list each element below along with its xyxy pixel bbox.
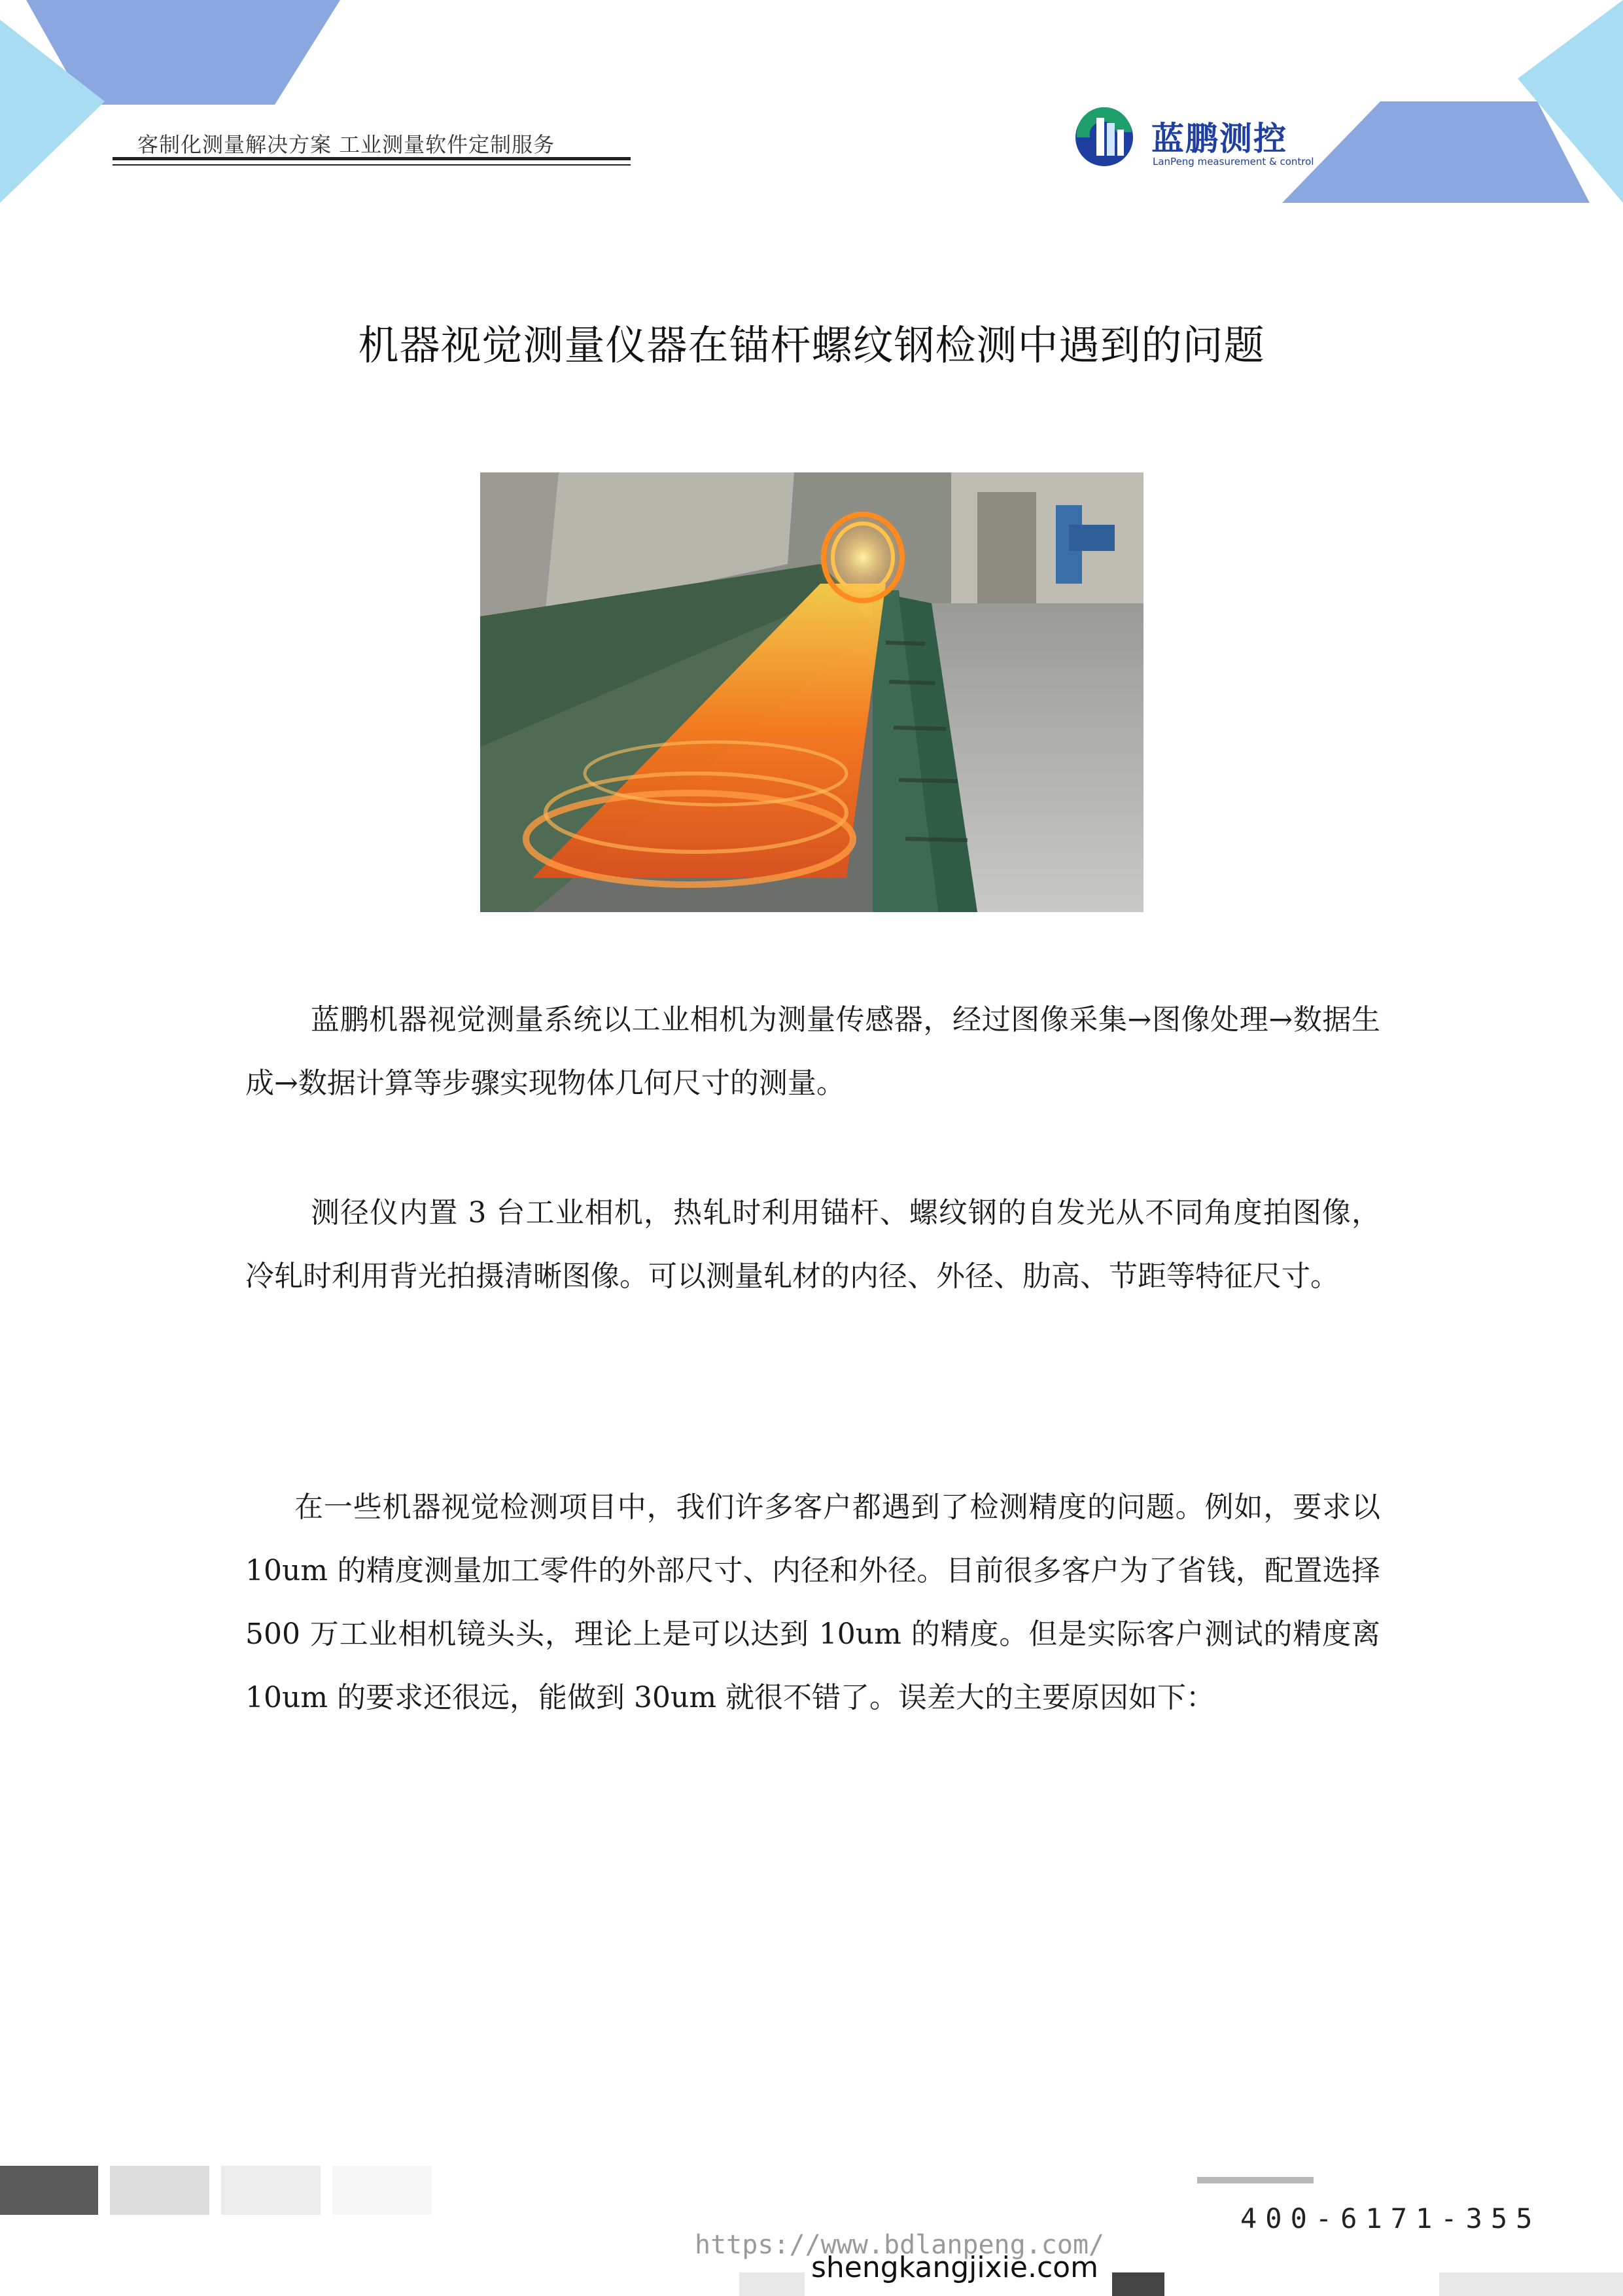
header-tagline: 客制化测量解决方案 工业测量软件定制服务 xyxy=(137,132,555,157)
header-rule-thin xyxy=(113,164,631,166)
footer-block xyxy=(0,2166,98,2215)
header-decoration-right xyxy=(1282,0,1623,209)
footer-block xyxy=(332,2166,432,2215)
footer-strip xyxy=(1439,2272,1623,2296)
header-rule xyxy=(113,157,631,160)
footer-site-watermark: shengkangjixie.com xyxy=(811,2251,1098,2284)
company-logo xyxy=(1070,103,1319,171)
logo-emblem-icon xyxy=(1070,103,1141,169)
footer-block xyxy=(110,2166,209,2215)
footer-strip xyxy=(1112,2272,1164,2296)
logo-name: 蓝鹏测控 xyxy=(1151,120,1287,158)
header-decoration-left xyxy=(0,0,366,209)
paragraph-2: 测径仪内置 3 台工业相机，热轧时利用锚杆、螺纹钢的自发光从不同角度拍图像，冷轧时利用背光拍摄清晰图像。可以测量轧材的内径、外径、肋高、节距等特征尺寸。 xyxy=(245,1196,1380,1293)
footer-strip xyxy=(739,2272,805,2296)
steel-coil-photo xyxy=(480,472,1143,912)
footer-url-link[interactable]: https://www.bdlanpeng.com/ xyxy=(695,2230,1105,2260)
logo-subtitle: LanPeng measurement & control xyxy=(1153,156,1314,168)
paragraph-3: 在一些机器视觉检测项目中，我们许多客户都遇到了检测精度的问题。例如，要求以 10um 的精度测量加工零件的外部尺寸、内径和外径。目前很多客户为了省钱，配置选择 500 万工业相机镜头头，理论上是可以达到 10um 的精度。但是实际客户测试的精度离 10um 的要求还很远，能做到 30um 就很不错了。误差大的主要原因如下： xyxy=(245,1491,1380,1714)
footer-accent-bar xyxy=(1197,2177,1314,2183)
footer-block xyxy=(221,2166,321,2215)
footer-phone: 400-6171-355 xyxy=(1240,2202,1541,2234)
paragraph-1: 蓝鹏机器视觉测量系统以工业相机为测量传感器，经过图像采集→图像处理→数据生成→数据计算等步骤实现物体几何尺寸的测量。 xyxy=(245,1003,1380,1100)
page-title: 机器视觉测量仪器在锚杆螺纹钢检测中遇到的问题 xyxy=(358,321,1265,369)
